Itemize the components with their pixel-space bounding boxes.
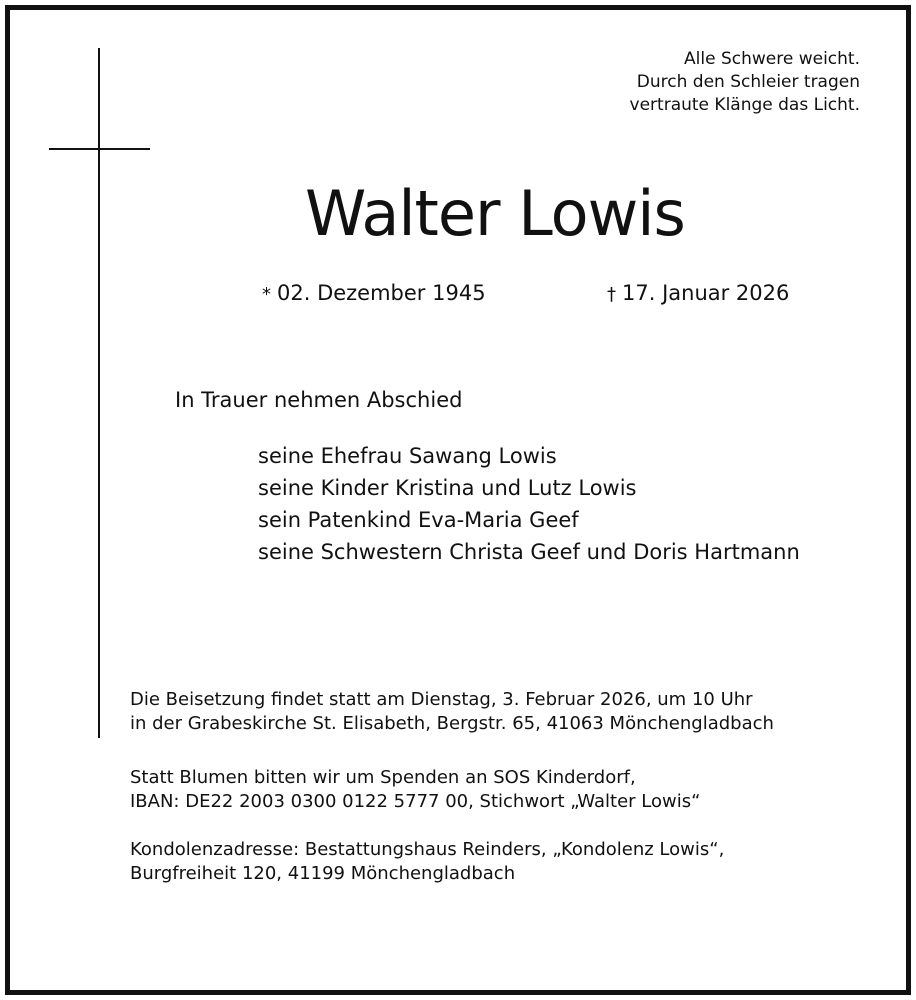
cross-horizontal-bar (49, 148, 150, 150)
donation-info (130, 766, 700, 814)
deceased-name: Walter Lowis (305, 177, 685, 250)
condolence-line: Kondolenzadresse: Bestattungshaus Reinders, „Kondolenz Lowis“, (130, 839, 725, 860)
birth-symbol: * (262, 284, 271, 305)
mourner-line: seine Kinder Kristina und Lutz Lowis (258, 476, 637, 500)
mourner-line: seine Schwestern Christa Geef und Doris Hartmann (258, 540, 800, 564)
motto-verse (630, 48, 860, 117)
mourners-lead: In Trauer nehmen Abschied (175, 388, 463, 412)
funeral-info (130, 688, 774, 736)
donation-line: Statt Blumen bitten wir um Spenden an SOS Kinderdorf, (130, 767, 636, 788)
condolence-info (130, 838, 724, 886)
birth-date (262, 278, 486, 310)
cross-vertical-bar (98, 48, 100, 738)
death-symbol: † (607, 284, 616, 305)
funeral-line: Die Beisetzung findet statt am Dienstag, 3. Februar 2026, um 10 Uhr (130, 689, 753, 710)
mourner-line: seine Ehefrau Sawang Lowis (258, 444, 557, 468)
condolence-line: Burgfreiheit 120, 41199 Mönchengladbach (130, 863, 516, 884)
funeral-line: in der Grabeskirche St. Elisabeth, Bergstr. 65, 41063 Mönchengladbach (130, 713, 774, 734)
motto-line: vertraute Klänge das Licht. (629, 95, 860, 115)
mourners-list (258, 440, 800, 568)
donation-line: IBAN: DE22 2003 0300 0122 5777 00, Stichwort „Walter Lowis“ (130, 791, 701, 812)
birth-date-text: 02. Dezember 1945 (277, 281, 486, 305)
death-date (607, 278, 789, 310)
death-date-text: 17. Januar 2026 (622, 281, 790, 305)
motto-line: Alle Schwere weicht. (684, 49, 860, 69)
mourner-line: sein Patenkind Eva-Maria Geef (258, 508, 579, 532)
motto-line: Durch den Schleier tragen (636, 72, 860, 92)
